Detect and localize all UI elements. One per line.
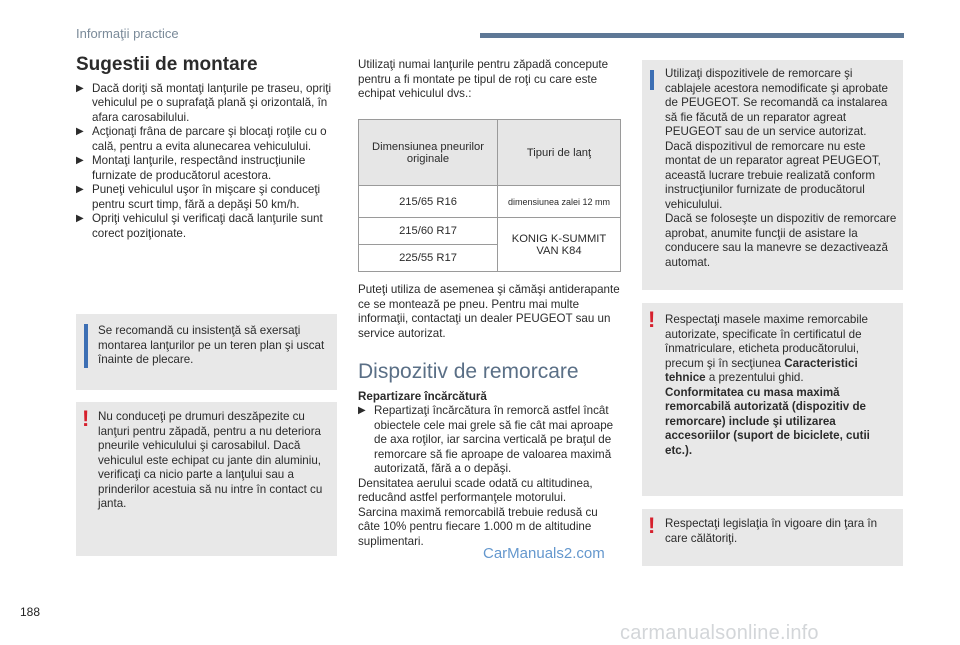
header-bar bbox=[480, 33, 904, 38]
mounting-bullets bbox=[76, 82, 338, 242]
table-cell-size: 225/55 R17 bbox=[359, 245, 498, 272]
load-bullets bbox=[358, 404, 620, 477]
exclamation-icon: ! bbox=[648, 307, 656, 332]
chains-intro: Utilizaţi numai lanţurile pentru zăpadă concepute pentru a fi montate pe tipul de roţi cu care este echipat vehiculul dvs.: bbox=[358, 58, 609, 100]
altitude-paragraph: Densitatea aerului scade odată cu altitudinea, reducând astfel performanţele motorului. bbox=[358, 476, 593, 504]
table-header-row bbox=[359, 120, 621, 186]
arrow-bullet-icon: ▶ bbox=[76, 155, 84, 166]
list-item: ▶ Puneţi vehiculul uşor în mişcare şi conduceţi pentru scurt timp, fără a depăşi 50 km/h. bbox=[76, 183, 321, 211]
info-marker-icon bbox=[650, 70, 654, 90]
list-item: ▶ Opriţi vehiculul şi verificaţi dacă lanţurile sunt corect poziţionate. bbox=[76, 212, 323, 240]
table-row bbox=[359, 186, 621, 218]
table-header-chain: Tipuri de lanţ bbox=[498, 120, 621, 186]
section-title-towing: Dispozitiv de remorcare bbox=[358, 360, 579, 383]
overlay-watermark: CarManuals2.com bbox=[483, 545, 605, 562]
list-item: ▶ Montaţi lanţurile, respectând instrucţiunile furnizate de producătorul acestora. bbox=[76, 154, 306, 182]
exclamation-icon: ! bbox=[82, 406, 90, 431]
exclamation-icon: ! bbox=[648, 513, 656, 538]
section-title-mounting: Sugestii de montare bbox=[76, 54, 258, 75]
table-row bbox=[359, 218, 621, 245]
table-cell-size: 215/65 R16 bbox=[359, 186, 498, 218]
max-load-paragraph: Sarcina maximă remorcabilă trebuie redusă cu câte 10% pentru fiecare 1.000 m de altitudine suplimentari. bbox=[358, 505, 598, 548]
subsection-title-load: Repartizare încărcătură bbox=[358, 389, 487, 403]
list-item: ▶ Dacă doriţi să montaţi lanţurile pe traseu, opriţi vehiculul pe o suprafaţă plană şi orizontală, în afara carosabilului. bbox=[76, 81, 332, 124]
column-1 bbox=[76, 54, 338, 241]
table-cell-size: 215/60 R17 bbox=[359, 218, 498, 245]
page-number: 188 bbox=[20, 605, 41, 619]
arrow-bullet-icon: ▶ bbox=[358, 405, 366, 416]
warning-box-masses: ! Respectaţi masele maxime remorcabile autorizate, specificate în certificatul de înmatriculare, eticheta producătorului, precum şi în secţiunea Caracteristici tehnice a prezentului ghid. Conformitatea cu masa maximă remorcabilă autorizată (dispozitiv de remorcare) include şi utilizarea accesoriilor (suport de biciclete, cutii etc.). bbox=[642, 303, 903, 496]
chains-table bbox=[358, 119, 621, 272]
watermark: carmanualsonline.info bbox=[620, 622, 819, 644]
arrow-bullet-icon: ▶ bbox=[76, 126, 84, 137]
info-box-towing: Utilizaţi dispozitivele de remorcare şi cablajele acestora nemodificate şi aprobate de PEUGEOT. Se recomandă ca instalarea să fie făcută de un reparator agreat PEUGEOT sau de un service autorizat. Dacă dispozitivul de remorcare nu este montat de un reparator agreat PEUGEOT, această lucrare trebuie realizată conform instrucţiunilor furnizate de producătorul vehiculului. Dacă se foloseşte un dispozitiv de remorcare aprobat, anumite funcţii de asistare la conducere sau la manevre se dezactivează automat. bbox=[642, 60, 903, 290]
after-table-text: Puteţi utiliza de asemenea şi cămăşi antiderapante ce se montează pe pneu. Pentru mai multe informaţii, contactaţi un dealer PEUGEOT sau un service autorizat. bbox=[358, 283, 620, 340]
info-marker-icon bbox=[84, 324, 88, 368]
arrow-bullet-icon: ▶ bbox=[76, 184, 84, 195]
table-cell-chain: dimensiunea zalei 12 mm bbox=[498, 186, 621, 218]
list-item: ▶ Repartizaţi încărcătura în remorcă astfel încât obiectele cele mai grele să fie cât mai aproape de axa roţilor, iar sarcina verticală pe braţul de remorcare să fie aproape de valoarea maximă autorizată, fără a o depăşi. bbox=[358, 404, 614, 475]
list-item: ▶ Acţionaţi frâna de parcare şi blocaţi roţile cu o cală, pentru a evita alunecarea vehiculului. bbox=[76, 125, 327, 153]
header-title: Informaţii practice bbox=[76, 26, 179, 41]
arrow-bullet-icon: ▶ bbox=[76, 213, 84, 224]
warning-box-legislation: ! Respectaţi legislaţia în vigoare din ţara în care călătoriţi. bbox=[642, 509, 903, 566]
towing-section bbox=[358, 360, 620, 549]
table-cell-chain: KONIG K-SUMMIT VAN K84 bbox=[498, 218, 621, 272]
info-box-practice: Se recomandă cu insistenţă să exersaţi montarea lanţurilor pe un teren plan şi uscat înainte de plecare. bbox=[76, 314, 337, 390]
warning-box-roads: ! Nu conduceţi pe drumuri deszăpezite cu lanţuri pentru zăpadă, pentru a nu deteriora pneurile vehiculului şi carosabilul. Dacă vehiculul este echipat cu jante din aluminiu, verificaţi ca nicio parte a lanţului sau a prinderilor acestuia să nu intre în contact cu janta. bbox=[76, 402, 337, 556]
arrow-bullet-icon: ▶ bbox=[76, 82, 84, 94]
table-header-size: Dimensiunea pneurilor originale bbox=[359, 120, 498, 186]
